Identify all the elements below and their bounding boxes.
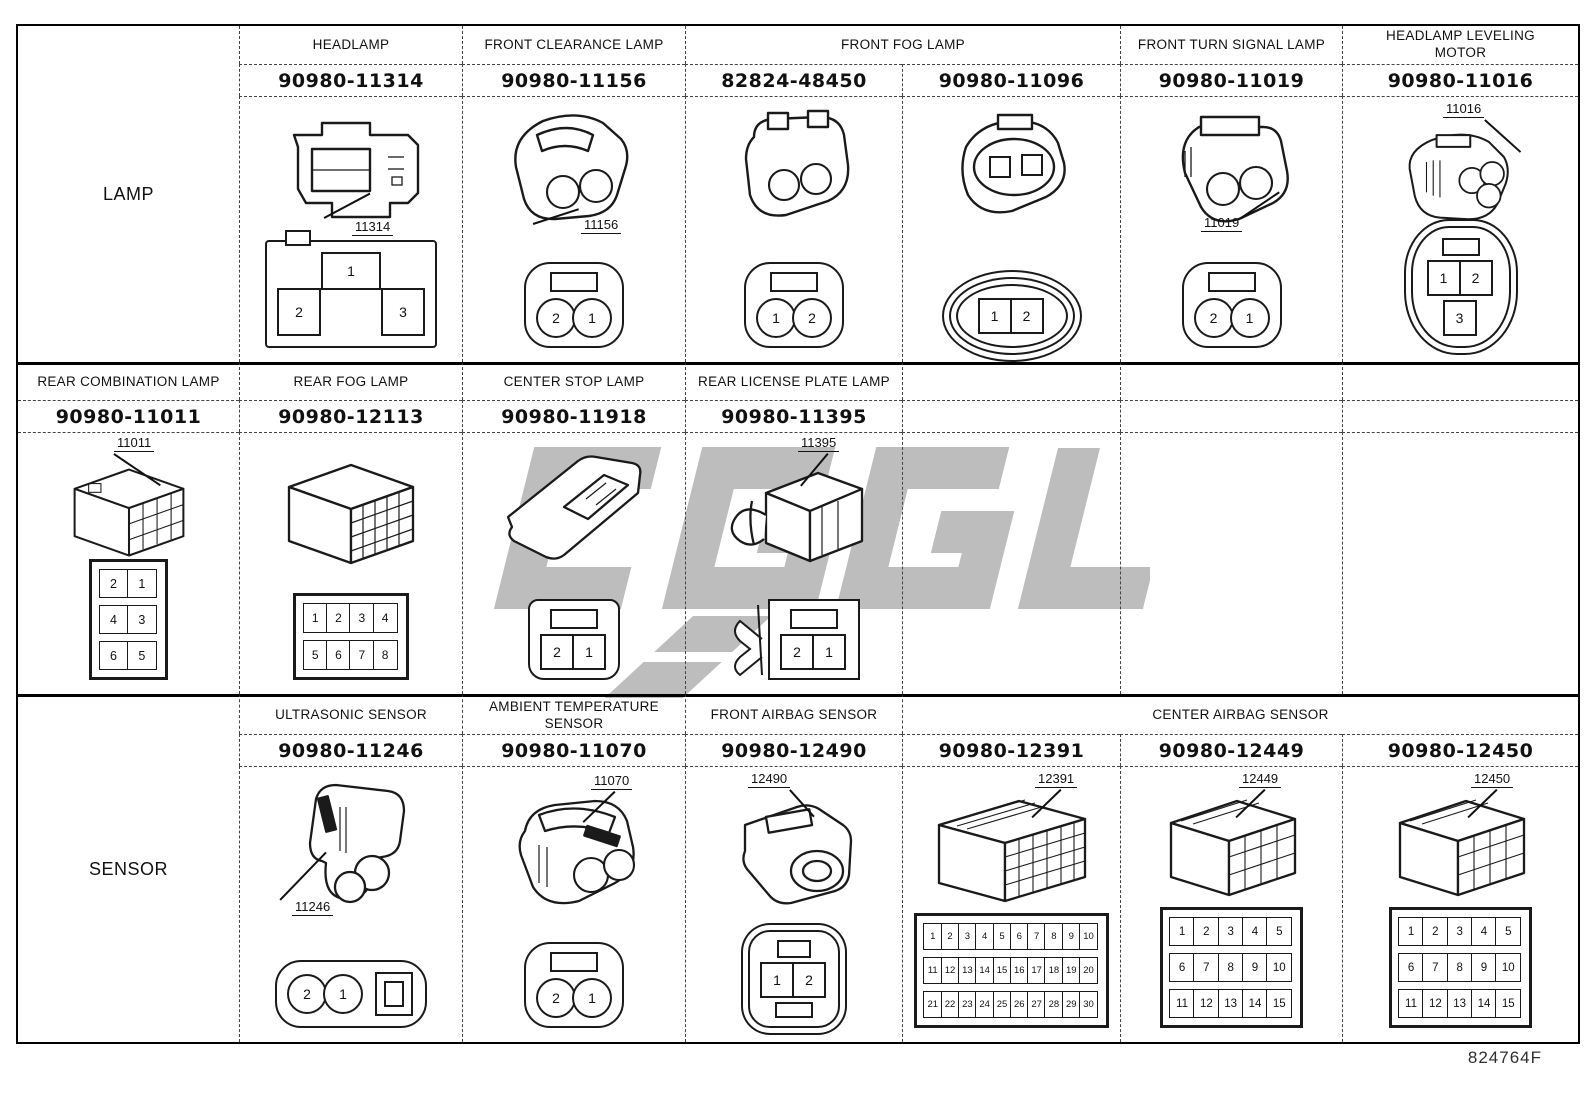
pin-cell: 4 [99, 605, 129, 634]
empty-cell [902, 400, 1120, 432]
pin-1: 1 [321, 252, 381, 290]
pin-row [925, 957, 1098, 984]
part-number-90980-11156: 90980-11156 [462, 64, 685, 96]
pin-cell: 23 [958, 991, 977, 1018]
front-fog-a-connector-illustration [724, 107, 864, 223]
front-fog-a-pin-diagram [744, 262, 844, 348]
part-number-90980-11918: 90980-11918 [462, 400, 685, 432]
pin-row [925, 991, 1098, 1018]
connector-lower-slot [775, 1002, 813, 1018]
pin-cell: 15 [1495, 989, 1521, 1018]
pin-cell: 5 [1266, 917, 1292, 946]
pin-2: 2 [792, 298, 832, 338]
part-number-90980-11070: 90980-11070 [462, 734, 685, 766]
connector-key-slot [550, 609, 598, 629]
license-plate-pin-diagram [768, 599, 860, 680]
front-airbag-pin-diagram [748, 930, 840, 1028]
pin-cell: 6 [1169, 953, 1195, 982]
pin-row [1171, 953, 1293, 982]
leveling-motor-pin-diagram [1411, 226, 1511, 348]
leveling-motor-connector-illustration [1386, 125, 1536, 226]
pin-2: 2 [780, 634, 814, 670]
pin-cell: 4 [373, 603, 398, 633]
center-stop-connector-illustration [494, 443, 654, 563]
pin-cell: 8 [1447, 953, 1473, 982]
pin-cell: 2 [941, 923, 960, 950]
parts-table [16, 24, 1580, 1044]
pin-cell: 3 [1447, 917, 1473, 946]
pin-row [1429, 260, 1493, 296]
lamp-row-label: LAMP [102, 183, 155, 204]
pin-2: 2 [277, 288, 321, 336]
connector-key-slot [550, 272, 598, 292]
pin-row [782, 634, 846, 670]
pin-row [1196, 298, 1268, 338]
part-number-90980-11096: 90980-11096 [902, 64, 1120, 96]
pin-cell: 3 [958, 923, 977, 950]
pin-cell: 19 [1062, 957, 1081, 984]
front-airbag-callout: 12490 [748, 771, 790, 786]
front-fog-a-drawing-cell [685, 96, 902, 362]
pin-row [758, 298, 830, 338]
pin-cell: 5 [1495, 917, 1521, 946]
pin-cell: 14 [1471, 989, 1497, 1018]
pin-2: 2 [287, 974, 327, 1014]
pin-cell: 8 [1044, 923, 1063, 950]
pin-1: 1 [1230, 298, 1270, 338]
rear-combination-drawing-cell [18, 432, 239, 694]
pin-cell: 29 [1062, 991, 1081, 1018]
header-rear-fog-lamp: REAR FOG LAMP [239, 362, 462, 400]
pin-row [1400, 953, 1522, 982]
pin-cell: 14 [1242, 989, 1268, 1018]
pin-cell: 2 [1193, 917, 1219, 946]
pin-cell: 10 [1266, 953, 1292, 982]
connector-key-slot [1442, 238, 1480, 256]
front-clearance-pin-diagram [524, 262, 624, 348]
empty-cell [1342, 432, 1578, 694]
center-airbag-c-pin-diagram [1389, 907, 1533, 1028]
pin-cell: 6 [1398, 953, 1424, 982]
pin-1: 1 [760, 962, 794, 998]
pin-cell: 3 [127, 605, 157, 634]
header-center-stop-lamp: CENTER STOP LAMP [462, 362, 685, 400]
pin-cell: 10 [1495, 953, 1521, 982]
front-turn-drawing-cell [1120, 96, 1342, 362]
pin-cell: 6 [326, 640, 351, 670]
pin-cell: 7 [1422, 953, 1448, 982]
pin-1: 1 [978, 298, 1012, 334]
row-label-lamp [18, 26, 239, 362]
pin-cell: 15 [1266, 989, 1292, 1018]
pin-row [304, 640, 397, 670]
header-headlamp-leveling-motor: HEADLAMP LEVELING MOTOR [1342, 26, 1578, 64]
pin-cell: 8 [373, 640, 398, 670]
leveling-motor-callout: 11016 [1443, 101, 1484, 116]
pin-1: 1 [572, 978, 612, 1018]
license-plate-clip-illustration [728, 601, 768, 679]
pin-row [289, 974, 361, 1014]
pin-row [980, 298, 1044, 334]
ambient-connector-illustration [499, 791, 649, 913]
part-number-90980-12450: 90980-12450 [1342, 734, 1578, 766]
connector-key-slot [550, 952, 598, 972]
license-plate-pin-group [728, 599, 860, 680]
pin-cell: 13 [1447, 989, 1473, 1018]
pin-1: 1 [323, 974, 363, 1014]
pin-cell: 11 [1169, 989, 1195, 1018]
pin-cell: 7 [1027, 923, 1046, 950]
pin-row [1400, 989, 1522, 1018]
front-turn-connector-illustration [1161, 107, 1303, 223]
pin-1: 1 [1427, 260, 1461, 296]
part-number-90980-12490: 90980-12490 [685, 734, 902, 766]
leveling-motor-drawing-cell [1342, 96, 1578, 362]
headlamp-callout: 11314 [352, 219, 393, 234]
center-airbag-c-drawing-cell [1342, 766, 1578, 1042]
pin-cell: 1 [1169, 917, 1195, 946]
pin-cell: 18 [1044, 957, 1063, 984]
pin-row [100, 605, 157, 634]
pin-cell: 2 [326, 603, 351, 633]
header-rear-combination-lamp: REAR COMBINATION LAMP [18, 362, 239, 400]
pin-cell: 14 [975, 957, 994, 984]
header-ambient-temperature-sensor: AMBIENT TEMPERATURE SENSOR [462, 694, 685, 734]
front-turn-pin-diagram [1182, 262, 1282, 348]
pin-cell: 7 [349, 640, 374, 670]
rear-fog-connector-illustration [275, 453, 427, 567]
part-number-90980-11016: 90980-11016 [1342, 64, 1578, 96]
pin-cell: 5 [993, 923, 1012, 950]
connector-key-slot [777, 940, 811, 958]
license-plate-connector-illustration [714, 457, 874, 571]
rear-fog-pin-diagram [293, 593, 408, 680]
front-airbag-connector-illustration [719, 791, 869, 909]
part-number-90980-12449: 90980-12449 [1120, 734, 1342, 766]
pin-cell: 1 [303, 603, 328, 633]
empty-cell [1120, 432, 1342, 694]
header-ultrasonic-sensor: ULTRASONIC SENSOR [239, 694, 462, 734]
page-code: 824764F [1467, 1048, 1542, 1067]
part-number-90980-11395: 90980-11395 [685, 400, 902, 432]
pin-cell: 26 [1010, 991, 1029, 1018]
pin-cell: 16 [1010, 957, 1029, 984]
part-number-90980-11019: 90980-11019 [1120, 64, 1342, 96]
pin-cell: 4 [1242, 917, 1268, 946]
connector-latch [375, 972, 413, 1016]
center-airbag-a-connector-illustration [927, 789, 1097, 907]
pin-cell: 24 [975, 991, 994, 1018]
front-clearance-drawing-cell [462, 96, 685, 362]
front-turn-callout: 11019 [1201, 215, 1242, 230]
connector-key-slot [1208, 272, 1256, 292]
center-airbag-b-pin-diagram [1160, 907, 1304, 1028]
pin-cell: 15 [993, 957, 1012, 984]
center-airbag-a-drawing-cell [902, 766, 1120, 1042]
center-stop-drawing-cell [462, 432, 685, 694]
center-airbag-b-connector-illustration [1157, 789, 1307, 901]
pin-1: 1 [756, 298, 796, 338]
pin-cell: 6 [99, 641, 129, 670]
pin-cell: 12 [1422, 989, 1448, 1018]
empty-cell [1342, 362, 1578, 400]
header-headlamp: HEADLAMP [239, 26, 462, 64]
pin-cell: 4 [1471, 917, 1497, 946]
pin-cell: 12 [1193, 989, 1219, 1018]
front-clearance-callout: 11156 [581, 217, 621, 232]
empty-cell [902, 432, 1120, 694]
pin-cell: 2 [99, 569, 129, 598]
license-plate-drawing-cell [685, 432, 902, 694]
pin-cell: 9 [1242, 953, 1268, 982]
pin-cell: 11 [923, 957, 942, 984]
pin-2: 2 [540, 634, 574, 670]
center-airbag-a-callout: 12391 [1035, 771, 1077, 786]
pin-3: 3 [381, 288, 425, 336]
pin-cell: 5 [127, 641, 157, 670]
pin-row [1445, 300, 1477, 336]
pin-cell: 1 [923, 923, 942, 950]
part-number-90980-12391: 90980-12391 [902, 734, 1120, 766]
part-number-90980-12113: 90980-12113 [239, 400, 462, 432]
pin-2: 2 [1010, 298, 1044, 334]
pin-cell: 20 [1079, 957, 1098, 984]
ultrasonic-drawing-cell [239, 766, 462, 1042]
headlamp-drawing-cell [239, 96, 462, 362]
pin-cell: 28 [1044, 991, 1063, 1018]
pin-cell: 7 [1193, 953, 1219, 982]
front-fog-b-pin-diagram [956, 284, 1068, 348]
header-center-airbag-sensor: CENTER AIRBAG SENSOR [902, 694, 1578, 734]
pin-2: 2 [536, 298, 576, 338]
rear-fog-drawing-cell [239, 432, 462, 694]
pin-row [538, 298, 610, 338]
front-clearance-connector-illustration [503, 107, 645, 225]
pin-cell: 9 [1062, 923, 1081, 950]
ambient-pin-diagram [524, 942, 624, 1028]
rear-combination-callout: 11011 [114, 435, 154, 450]
part-number-82824-48450: 82824-48450 [685, 64, 902, 96]
pin-1: 1 [812, 634, 846, 670]
pin-2: 2 [792, 962, 826, 998]
pin-cell: 9 [1471, 953, 1497, 982]
pin-cell: 25 [993, 991, 1012, 1018]
pin-cell: 8 [1218, 953, 1244, 982]
pin-cell: 10 [1079, 923, 1098, 950]
pin-1: 1 [572, 634, 606, 670]
pin-row [100, 641, 157, 670]
center-airbag-c-connector-illustration [1386, 789, 1536, 901]
ultrasonic-callout: 11246 [292, 899, 333, 914]
pin-cell: 4 [975, 923, 994, 950]
row-label-sensor [18, 694, 239, 1042]
pin-row [304, 603, 397, 633]
pin-row [925, 923, 1098, 950]
pin-cell: 6 [1010, 923, 1029, 950]
pin-row [542, 634, 606, 670]
pin-row [100, 569, 157, 598]
pin-cell: 30 [1079, 991, 1098, 1018]
pin-cell: 5 [303, 640, 328, 670]
pin-row [1171, 989, 1293, 1018]
ultrasonic-connector-illustration [276, 777, 426, 907]
center-airbag-a-pin-diagram [914, 913, 1109, 1028]
empty-cell [902, 362, 1120, 400]
rear-combination-connector-illustration [53, 459, 205, 559]
part-number-90980-11314: 90980-11314 [239, 64, 462, 96]
pin-3: 3 [1443, 300, 1477, 336]
empty-cell [1120, 362, 1342, 400]
pin-row [762, 962, 826, 998]
center-stop-pin-diagram [528, 599, 620, 680]
ambient-callout: 11070 [591, 773, 632, 788]
center-airbag-b-callout: 12449 [1239, 771, 1281, 786]
pin-cell: 3 [349, 603, 374, 633]
pin-cell: 13 [958, 957, 977, 984]
pin-2: 2 [1459, 260, 1493, 296]
front-fog-b-connector-illustration [942, 107, 1082, 219]
pin-cell: 21 [923, 991, 942, 1018]
front-airbag-drawing-cell [685, 766, 902, 1042]
pin-cell: 3 [1218, 917, 1244, 946]
pin-row [1400, 917, 1522, 946]
pin-row [1171, 917, 1293, 946]
headlamp-pin-diagram [265, 240, 437, 348]
center-airbag-c-callout: 12450 [1471, 771, 1513, 786]
pin-row [538, 978, 610, 1018]
pin-cell: 22 [941, 991, 960, 1018]
empty-cell [1342, 400, 1578, 432]
center-airbag-b-drawing-cell [1120, 766, 1342, 1042]
license-plate-callout: 11395 [798, 435, 839, 450]
part-number-90980-11011: 90980-11011 [18, 400, 239, 432]
pin-cell: 12 [941, 957, 960, 984]
connector-key-slot [790, 609, 838, 629]
connector-key-slot [770, 272, 818, 292]
pin-cell: 17 [1027, 957, 1046, 984]
sensor-row-label: SENSOR [88, 859, 169, 879]
empty-cell [1120, 400, 1342, 432]
pin-2: 2 [536, 978, 576, 1018]
headlamp-connector-illustration [266, 107, 436, 225]
header-front-turn-signal-lamp: FRONT TURN SIGNAL LAMP [1120, 26, 1342, 64]
pin-cell: 1 [1398, 917, 1424, 946]
pin-cell: 1 [127, 569, 157, 598]
pin-1: 1 [572, 298, 612, 338]
rear-combination-pin-diagram [89, 559, 168, 680]
pin-cell: 2 [1422, 917, 1448, 946]
pin-cell: 11 [1398, 989, 1424, 1018]
header-front-clearance-lamp: FRONT CLEARANCE LAMP [462, 26, 685, 64]
header-rear-license-plate-lamp: REAR LICENSE PLATE LAMP [685, 362, 902, 400]
part-number-90980-11246: 90980-11246 [239, 734, 462, 766]
ultrasonic-pin-group [275, 960, 427, 1028]
header-front-fog-lamp: FRONT FOG LAMP [685, 26, 1120, 64]
pin-cell: 27 [1027, 991, 1046, 1018]
front-fog-b-drawing-cell [902, 96, 1120, 362]
header-front-airbag-sensor: FRONT AIRBAG SENSOR [685, 694, 902, 734]
ultrasonic-pin-diagram [275, 960, 427, 1028]
pin-2: 2 [1194, 298, 1234, 338]
pin-cell: 13 [1218, 989, 1244, 1018]
ambient-drawing-cell [462, 766, 685, 1042]
